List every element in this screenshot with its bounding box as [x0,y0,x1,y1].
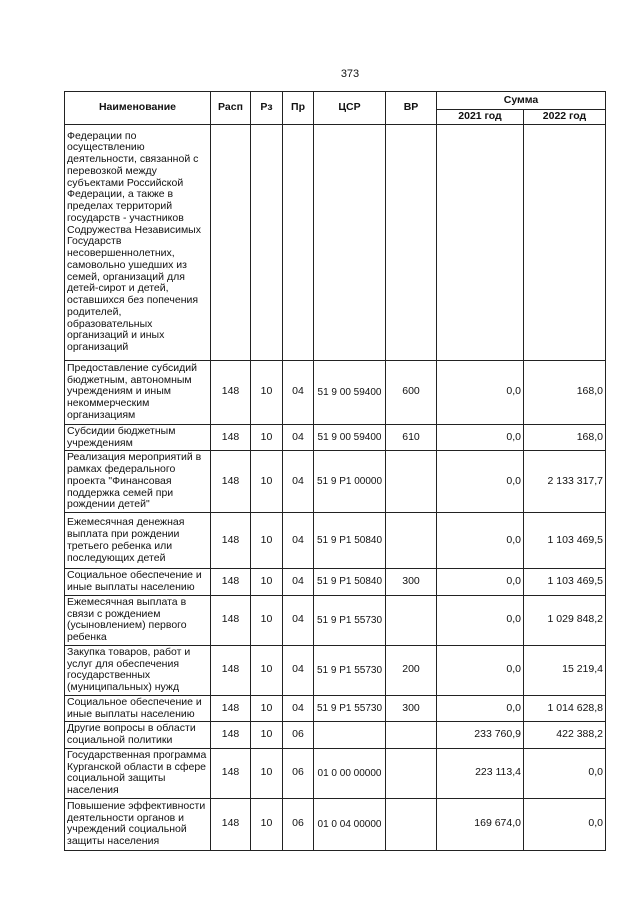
cell-vr: 200 [386,645,437,695]
cell-name: Ежемесячная денежная выплата при рождении третьего ребенка или последующих детей [65,513,211,569]
header-sum: Сумма [437,92,606,110]
cell-rz: 10 [251,360,283,424]
cell-rz: 10 [251,645,283,695]
cell-pr: 04 [283,451,314,513]
cell-vr [386,124,437,360]
cell-rasp: 148 [211,695,251,722]
cell-csr: 51 9 P1 55730 [314,595,386,645]
cell-sum-2022: 168,0 [524,424,606,451]
cell-vr: 300 [386,569,437,596]
cell-sum-2021: 0,0 [437,451,524,513]
header-csr: ЦСР [314,92,386,125]
table-row [65,722,606,749]
cell-pr: 06 [283,798,314,850]
cell-pr: 06 [283,722,314,749]
cell-vr: 300 [386,695,437,722]
table-body [65,124,606,850]
cell-sum-2021 [437,124,524,360]
cell-sum-2021: 169 674,0 [437,798,524,850]
cell-rz: 10 [251,424,283,451]
cell-vr [386,748,437,798]
header-rasp: Расп [211,92,251,125]
cell-sum-2021: 0,0 [437,645,524,695]
cell-rz: 10 [251,595,283,645]
table-row [65,645,606,695]
cell-rz: 10 [251,695,283,722]
cell-rasp [211,124,251,360]
cell-rz: 10 [251,569,283,596]
cell-name: Социальное обеспечение и иные выплаты населению [65,569,211,596]
cell-rz: 10 [251,748,283,798]
cell-csr [314,124,386,360]
cell-sum-2022 [524,124,606,360]
cell-sum-2022: 1 103 469,5 [524,569,606,596]
table-row [65,798,606,850]
cell-sum-2021: 0,0 [437,513,524,569]
cell-rasp: 148 [211,513,251,569]
cell-sum-2022: 1 029 848,2 [524,595,606,645]
cell-sum-2021: 0,0 [437,695,524,722]
cell-pr: 04 [283,360,314,424]
cell-pr: 04 [283,595,314,645]
cell-csr: 51 9 P1 55730 [314,645,386,695]
cell-name: Субсидии бюджетным учреждениям [65,424,211,451]
cell-name: Закупка товаров, работ и услуг для обеспечения государственных (муниципальных) нужд [65,645,211,695]
cell-rasp: 148 [211,360,251,424]
table-row [65,595,606,645]
cell-name: Предоставление субсидий бюджетным, автономным учреждениям и иным некоммерческим организациям [65,360,211,424]
cell-vr [386,451,437,513]
cell-rz: 10 [251,451,283,513]
cell-vr [386,513,437,569]
cell-sum-2021: 0,0 [437,360,524,424]
cell-csr: 51 9 P1 50840 [314,569,386,596]
cell-sum-2022: 168,0 [524,360,606,424]
cell-pr [283,124,314,360]
cell-sum-2022: 1 103 469,5 [524,513,606,569]
cell-name: Государственная программа Курганской области в сфере социальной защиты населения [65,748,211,798]
table-row [65,451,606,513]
cell-sum-2021: 0,0 [437,569,524,596]
table-row [65,124,606,360]
cell-rasp: 148 [211,595,251,645]
cell-vr [386,798,437,850]
cell-rasp: 148 [211,424,251,451]
budget-table [64,91,606,851]
cell-vr [386,595,437,645]
page-number: 373 [340,68,360,80]
cell-rasp: 148 [211,722,251,749]
cell-rz: 10 [251,722,283,749]
table-row [65,695,606,722]
cell-csr: 01 0 00 00000 [314,748,386,798]
table-row [65,513,606,569]
cell-sum-2022: 422 388,2 [524,722,606,749]
cell-vr: 610 [386,424,437,451]
cell-vr: 600 [386,360,437,424]
cell-pr: 04 [283,424,314,451]
header-vr: ВР [386,92,437,125]
cell-sum-2022: 0,0 [524,748,606,798]
cell-rasp: 148 [211,451,251,513]
cell-name: Социальное обеспечение и иные выплаты населению [65,695,211,722]
cell-sum-2022: 2 133 317,7 [524,451,606,513]
cell-pr: 04 [283,513,314,569]
cell-csr: 01 0 04 00000 [314,798,386,850]
cell-csr: 51 9 P1 50840 [314,513,386,569]
cell-name: Другие вопросы в области социальной политики [65,722,211,749]
cell-rz [251,124,283,360]
table-row [65,569,606,596]
cell-csr: 51 9 P1 00000 [314,451,386,513]
cell-pr: 04 [283,645,314,695]
cell-pr: 04 [283,569,314,596]
table-row [65,424,606,451]
table-row [65,360,606,424]
cell-sum-2021: 0,0 [437,595,524,645]
cell-csr [314,722,386,749]
cell-sum-2021: 223 113,4 [437,748,524,798]
cell-rasp: 148 [211,645,251,695]
cell-csr: 51 9 P1 55730 [314,695,386,722]
header-year-2021: 2021 год [437,110,524,125]
cell-rasp: 148 [211,569,251,596]
header-name: Наименование [65,92,211,125]
cell-pr: 04 [283,695,314,722]
cell-sum-2022: 15 219,4 [524,645,606,695]
cell-rz: 10 [251,798,283,850]
cell-pr: 06 [283,748,314,798]
cell-name: Ежемесячная выплата в связи с рождением (усыновлением) первого ребенка [65,595,211,645]
cell-rz: 10 [251,513,283,569]
table-row [65,748,606,798]
cell-sum-2021: 233 760,9 [437,722,524,749]
header-rz: Рз [251,92,283,125]
cell-name: Повышение эффективности деятельности органов и учреждений социальной защиты населения [65,798,211,850]
cell-vr [386,722,437,749]
header-pr: Пр [283,92,314,125]
cell-rasp: 148 [211,748,251,798]
cell-name: Федерации по осуществлению деятельности, связанной с перевозкой между субъектами Российской Федерации, а также в пределах территорий государств - участников Содружества Независимых Государств несовершеннолетних, самовольно ушедших из семей, организаций для детей-сирот и детей, оставшихся без попечения родителей, образовательных организаций и иных организаций [65,124,211,360]
cell-name: Реализация мероприятий в рамках федерального проекта "Финансовая поддержка семей при рождении детей" [65,451,211,513]
cell-rasp: 148 [211,798,251,850]
cell-csr: 51 9 00 59400 [314,424,386,451]
cell-sum-2022: 0,0 [524,798,606,850]
cell-sum-2022: 1 014 628,8 [524,695,606,722]
header-year-2022: 2022 год [524,110,606,125]
cell-csr: 51 9 00 59400 [314,360,386,424]
cell-sum-2021: 0,0 [437,424,524,451]
